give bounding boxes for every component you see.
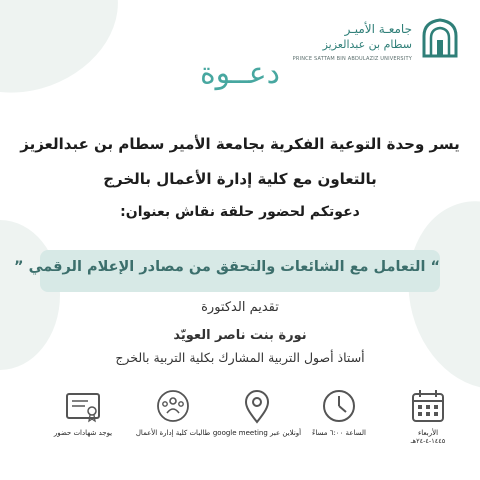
calendar-icon [408,386,448,426]
feature-location [212,386,302,437]
feature-certificate-label: يوجد شهادات حضور [53,429,113,437]
invitation-line-3: دعوتكم لحضور حلقة نقاش بعنوان: [120,204,360,220]
certificate-icon [63,386,103,426]
topic-banner [14,250,440,292]
logo-name-ar-line1: جامعـة الأميـر [344,22,412,36]
feature-audience [128,386,218,437]
event-details [0,386,480,476]
presenter-role: أستاذ أصول التربية المشارك بكلية التربية بالخرج [115,350,365,365]
feature-date-sublabel: ١٤٤٥-٤-٢٤هـ [410,437,446,445]
presenter-intro: تقديم الدكتورة [201,300,279,315]
presenter-name: نورة بنت ناصر العويّد [173,328,307,343]
university-emblem-icon [418,16,462,60]
invitation-title: دعــوة [199,56,281,91]
invitation-line-1: يسر وحدة التوعية الفكرية بجامعة الأمير سطام بن عبدالعزيز [20,135,460,153]
topic-title: “ التعامل مع الشائعات والتحقق من مصادر الإعلام الرقمي ” [14,259,440,275]
feature-time [294,386,384,437]
feature-date [383,386,473,445]
logo-name-en: PRINCE SATTAM BIN ABDULAZIZ UNIVERSITY [292,56,412,62]
feature-audience-label: طالبات كلية إدارة الأعمال [135,429,211,437]
feature-location-label: أونلاين عبر google meeting [212,429,302,437]
background-shape [0,220,60,370]
feature-time-label: الساعة ٦:٠٠ مساءً [312,429,366,437]
feature-certificate [38,386,128,437]
group-icon [153,386,193,426]
location-pin-icon [237,386,277,426]
clock-icon [319,386,359,426]
invitation-line-2: بالتعاون مع كلية إدارة الأعمال بالخرج [103,170,377,188]
logo-name-ar-line2: سطام بن عبدالعزيز [322,38,412,51]
feature-date-label: الأربعاء [417,429,439,437]
